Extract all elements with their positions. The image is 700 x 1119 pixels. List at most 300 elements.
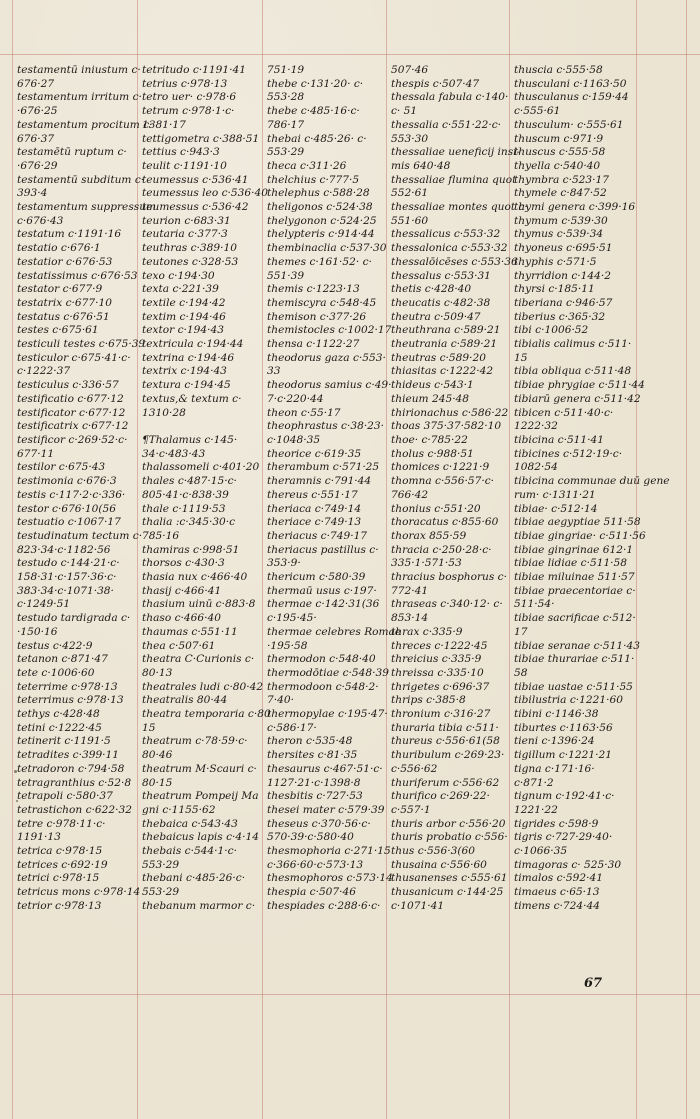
- index-entry: thessalōicēses c·553·36: [391, 255, 518, 268]
- index-entry: theucatis c·482·38: [391, 296, 491, 309]
- index-entry: thelchius c·777·5: [267, 173, 360, 186]
- index-entry: tetre c·978·11·c·: [17, 817, 106, 830]
- index-entry: thracia c·250·28·c·: [391, 543, 492, 556]
- index-entry: thaumas c·551·11: [142, 625, 238, 638]
- index-entry: 58: [514, 666, 528, 679]
- index-entry: testator c·677·9: [17, 283, 103, 296]
- index-entry: thermodoon c·548·2·: [267, 680, 379, 693]
- index-entry: thirionachus c·586·22: [391, 406, 509, 419]
- index-entry: thea c·507·61: [142, 639, 216, 652]
- index-entry: thyrridion c·144·2: [514, 269, 611, 282]
- index-entry: testatissimus c·676·53: [17, 269, 138, 282]
- index-entry: thetis c·428·40: [391, 283, 472, 296]
- index-entry: thasij c·466·41: [142, 584, 222, 597]
- index-entry: 17: [514, 625, 528, 638]
- index-entry: thale c·1119·53: [142, 502, 226, 515]
- index-entry: testamentum suppressum: [17, 201, 157, 214]
- index-entry: theriace c·749·13: [267, 516, 362, 529]
- index-entry: thideus c·543·1: [391, 379, 474, 392]
- index-entry: thalassomeli c·401·20: [142, 461, 260, 474]
- index-entry: 552·61: [391, 187, 429, 200]
- index-entry: theuthrana c·589·21: [391, 324, 501, 337]
- index-entry: theatrum M·Scauri c·: [142, 762, 257, 775]
- index-entry: textim c·194·46: [142, 310, 226, 323]
- index-entry: testatrix c·677·10: [17, 296, 112, 309]
- index-entry: tetradites c·399·11: [17, 749, 120, 762]
- index-entry: c·1066·35: [514, 845, 568, 858]
- index-entry: 7·40·: [267, 694, 294, 707]
- index-column-3: [267, 64, 402, 1024]
- index-entry: tholus c·988·51: [391, 447, 474, 460]
- index-entry: thermae c·142·31(36: [267, 598, 380, 611]
- index-entry: tibia obliqua c·511·48: [514, 365, 632, 378]
- index-entry: c·1071·41: [391, 899, 445, 912]
- index-entry: tetricus mons c·978·14: [17, 886, 141, 899]
- index-entry: ·195·58: [267, 639, 308, 652]
- index-entry: c·556·62: [391, 762, 438, 775]
- index-entry: thersites c·81·35: [267, 749, 358, 762]
- index-entry: testamentum procitum c·: [17, 118, 153, 131]
- index-entry: testificor c·269·52·c·: [17, 433, 128, 446]
- index-entry: thusanicum c·144·25: [391, 886, 504, 899]
- index-entry: thebai c·485·26· c·: [267, 132, 367, 145]
- index-entry: testudo c·144·21·c·: [17, 557, 120, 570]
- index-entry: 7·c·220·44: [267, 392, 324, 405]
- index-entry: 751·19: [267, 64, 305, 76]
- index-entry: thusanenses c·555·61: [391, 872, 508, 885]
- index-entry: thyoneus c·695·51: [514, 242, 613, 255]
- index-entry: ·150·16: [17, 625, 58, 638]
- index-entry: testificator c·677·12: [17, 406, 126, 419]
- index-entry: thebanum marmor c·: [142, 899, 256, 912]
- index-entry: testis c·117·2·c·336·: [17, 488, 126, 501]
- index-entry: tethys c·428·48: [17, 708, 100, 721]
- index-entry: thiasitas c·1222·42: [391, 365, 494, 378]
- index-entry: tetini c·1222·45: [17, 721, 102, 734]
- index-column-2: [142, 64, 271, 1024]
- index-entry: mis 640·48: [391, 159, 451, 172]
- index-entry: texta c·221·39: [142, 283, 219, 296]
- index-entry: 393·4: [17, 187, 48, 200]
- index-entry: tetrices c·692·19: [17, 858, 108, 871]
- index-entry: 80·15: [142, 776, 173, 789]
- index-entry: 772·41: [391, 584, 429, 597]
- index-entry: thusculani c·1163·50: [514, 77, 627, 90]
- index-entry: 676·27: [17, 77, 55, 90]
- index-entry: tibicen c·511·40·c·: [514, 406, 614, 419]
- index-entry: testamentum irritum c·: [17, 91, 142, 104]
- index-entry: thuraria tibia c·511·: [391, 721, 499, 734]
- index-entry: textricula c·194·44: [142, 338, 244, 351]
- index-entry: tigillum c·1221·21: [514, 749, 612, 762]
- index-entry: thorax 855·59: [391, 529, 467, 542]
- index-entry: 507·46: [391, 64, 429, 76]
- index-entry: tibiae phrygiae c·511·44: [514, 379, 645, 392]
- index-entry: thuris probatio c·556·: [391, 831, 508, 844]
- index-entry: tibiae aegyptiae 511·58: [514, 516, 641, 529]
- index-entry: 511·54·: [514, 598, 555, 611]
- index-entry: tibiarū genera c·511·42: [514, 392, 641, 405]
- index-entry: thomices c·1221·9: [391, 461, 490, 474]
- index-entry: theatrum Pompeij Ma: [142, 790, 259, 803]
- index-entry: 1127·21·c·1398·8: [267, 776, 361, 789]
- index-entry: thalia :c·345·30·c: [142, 516, 236, 529]
- index-entry: tetrior c·978·13: [17, 899, 102, 912]
- index-entry: thuriferum c·556·62: [391, 776, 500, 789]
- index-entry: thureus c·556·61(58: [391, 735, 500, 748]
- index-entry: thensa c·1122·27: [267, 338, 360, 351]
- index-entry: thebais c·544·1·c·: [142, 845, 237, 858]
- index-entry: testuatio c·1067·17: [17, 516, 121, 529]
- index-entry: textus,& textum c·: [142, 392, 242, 405]
- index-entry: thorsos c·430·3: [142, 557, 225, 570]
- index-entry: thelephus c·588·28: [267, 187, 370, 200]
- index-entry: 1381·17: [142, 118, 186, 131]
- index-entry: 158·31·c·157·36·c·: [17, 571, 117, 584]
- index-entry: thessaliae flumina quot: [391, 173, 517, 186]
- index-entry: themison c·377·26: [267, 310, 367, 323]
- index-entry: testamētū ruptum c·: [17, 146, 127, 159]
- index-entry: 677·11: [17, 447, 55, 460]
- index-entry: theramnis c·791·44: [267, 475, 372, 488]
- index-entry: themis c·1223·13: [267, 283, 360, 296]
- index-entry: tetrum c·978·1·c·: [142, 105, 235, 118]
- index-entry: theca c·311·26: [267, 159, 347, 172]
- index-entry: tibiae gingriae· c·511·56: [514, 529, 646, 542]
- index-entry: tiberiana c·946·57: [514, 296, 613, 309]
- index-entry: testiculor c·675·41·c·: [17, 351, 131, 364]
- index-entry: threicius c·335·9: [391, 653, 482, 666]
- index-entry: testatus c·676·51: [17, 310, 110, 323]
- index-entry: thesbitis c·727·53: [267, 790, 363, 803]
- index-entry: 785·16: [142, 529, 180, 542]
- index-entry: teumessus c·536·42: [142, 201, 249, 214]
- index-entry: thamiras c·998·51: [142, 543, 240, 556]
- index-entry: thessala fabula c·140·: [391, 91, 509, 104]
- index-entry: 1221·22: [514, 803, 558, 816]
- index-entry: thuscia c·555·58: [514, 64, 603, 76]
- index-entry: timagoras c· 525·30: [514, 858, 622, 871]
- index-entry: thessalus c·553·31: [391, 269, 491, 282]
- index-entry: tetrapoli c·580·37: [17, 790, 113, 803]
- index-entry: thyrsi c·185·11: [514, 283, 595, 296]
- index-entry: thesaurus c·467·51·c·: [267, 762, 383, 775]
- index-entry: 553·29: [142, 858, 180, 871]
- index-entry: theon c·55·17: [267, 406, 341, 419]
- index-entry: thelygonon c·524·25: [267, 214, 377, 227]
- index-entry: testificatio c·677·12: [17, 392, 124, 405]
- index-entry: tetrici c·978·15: [17, 872, 100, 885]
- index-entry: 1191·13: [17, 831, 61, 844]
- index-entry: 551·60: [391, 214, 429, 227]
- index-entry: textor c·194·43: [142, 324, 224, 337]
- index-entry: theriacus c·749·17: [267, 529, 368, 542]
- index-entry: thebaica c·543·43: [142, 817, 238, 830]
- index-entry: tibicines c·512·19·c·: [514, 447, 623, 460]
- index-entry: themiscyra c·548·45: [267, 296, 377, 309]
- index-entry: thebe c·131·20· c·: [267, 77, 364, 90]
- index-entry: tetradoron c·794·58: [17, 762, 125, 775]
- index-entry: thrax c·335·9: [391, 625, 463, 638]
- index-entry: 383·34·c·1071·38·: [17, 584, 114, 597]
- index-entry: 553·28: [267, 91, 305, 104]
- index-entry: theophrastus c·38·23·: [267, 420, 385, 433]
- index-entry: c·366·60·c·573·13: [267, 858, 364, 871]
- index-column-1: [17, 64, 157, 1024]
- index-entry: teumessus leo c·536·40: [142, 187, 268, 200]
- index-entry: tibiae miluinae 511·57: [514, 571, 635, 584]
- index-entry: tigrides c·598·9: [514, 817, 599, 830]
- index-entry: thraseas c·340·12· c·: [391, 598, 503, 611]
- index-entry: thusculanus c·159·44: [514, 91, 629, 104]
- index-entry: thermopylae c·195·47·: [267, 708, 388, 721]
- index-entry: thesmophoros c·573·14: [267, 872, 393, 885]
- index-entry: teutones c·328·53: [142, 255, 239, 268]
- index-entry: thales c·487·15·c·: [142, 475, 237, 488]
- index-entry: c·1222·37: [17, 365, 71, 378]
- index-entry: thrips c·385·8: [391, 694, 466, 707]
- index-entry: testimonia c·676·3: [17, 475, 117, 488]
- index-entry: thomna c·556·57·c·: [391, 475, 495, 488]
- index-entry: teterrime c·978·13: [17, 680, 118, 693]
- index-entry: thymele c·847·52: [514, 187, 607, 200]
- index-entry: threces c·1222·45: [391, 639, 488, 652]
- index-entry: theron c·535·48: [267, 735, 353, 748]
- index-entry: testiculi testes c·675·39: [17, 338, 146, 351]
- index-entry: theutra c·509·47: [391, 310, 481, 323]
- index-entry: thrigetes c·696·37: [391, 680, 490, 693]
- index-entry: tibini c·1146·38: [514, 708, 599, 721]
- index-entry: c·586·17·: [267, 721, 317, 734]
- index-entry: 551·39: [267, 269, 305, 282]
- index-entry: thessalonica c·553·32: [391, 242, 508, 255]
- index-entry: tiberius c·365·32: [514, 310, 606, 323]
- index-entry: theodorus samius c·49·: [267, 379, 392, 392]
- index-entry: rum· c·1311·21: [514, 488, 596, 501]
- index-entry: 33: [267, 365, 281, 378]
- index-entry: tetragranthius c·52·8: [17, 776, 132, 789]
- index-entry: c·1249·51: [17, 598, 71, 611]
- index-entry: tibiae gingrinae 612·1: [514, 543, 634, 556]
- index-entry: tibicina communae duū gene: [514, 475, 670, 488]
- index-entry: therambum c·571·25: [267, 461, 380, 474]
- index-entry: tetanon c·871·47: [17, 653, 108, 666]
- index-entry: c·557·1: [391, 803, 431, 816]
- index-entry: thermodon c·548·40: [267, 653, 376, 666]
- index-entry: tettius c·943·3: [142, 146, 220, 159]
- index-entry: ¶Thalamus c·145·: [142, 433, 238, 446]
- index-entry: 570·39·c·580·40: [267, 831, 354, 844]
- index-entry: tibilustria c·1221·60: [514, 694, 623, 707]
- index-entry: 353·9·: [267, 557, 301, 570]
- index-entry: theutrania c·589·21: [391, 338, 498, 351]
- index-entry: thaso c·466·40: [142, 612, 221, 625]
- index-entry: thasia nux c·466·40: [142, 571, 248, 584]
- index-entry: theatra C·Curionis c·: [142, 653, 255, 666]
- index-entry: thesei mater c·579·39: [267, 803, 385, 816]
- index-entry: thonius c·551·20: [391, 502, 481, 515]
- index-entry: 553·30: [391, 132, 429, 145]
- index-entry: teuthras c·389·10: [142, 242, 237, 255]
- page-number: 67: [584, 976, 603, 991]
- index-entry: theriacus pastillus c·: [267, 543, 379, 556]
- index-entry: tieni c·1396·24: [514, 735, 595, 748]
- index-entry: thusaina c·556·60: [391, 858, 487, 871]
- index-entry: tigris c·727·29·40·: [514, 831, 613, 844]
- index-entry: theatrales ludi c·80·42: [142, 680, 264, 693]
- index-entry: testor c·676·10(56: [17, 502, 117, 515]
- index-entry: 823·34·c·1182·56: [17, 543, 111, 556]
- index-entry: thebe c·485·16·c·: [267, 105, 360, 118]
- index-entry: c·676·43: [17, 214, 64, 227]
- index-entry: 15: [142, 721, 156, 734]
- index-entry: theatra temporaria c·80: [142, 708, 271, 721]
- index-entry: thericum c·580·39: [267, 571, 366, 584]
- index-entry: threissa c·335·10: [391, 666, 484, 679]
- index-entry: c·555·61: [514, 105, 561, 118]
- index-entry: tetritudo c·1191·41: [142, 64, 246, 76]
- index-entry: timens c·724·44: [514, 899, 600, 912]
- index-entry: testatior c·676·53: [17, 255, 113, 268]
- index-entry: thymus c·539·34: [514, 228, 604, 241]
- index-entry: thuris arbor c·556·20: [391, 817, 506, 830]
- index-entry: thusculum· c·555·61: [514, 118, 624, 131]
- index-entry: thebaicus lapis c·4·14: [142, 831, 259, 844]
- index-entry: teutaria c·377·3: [142, 228, 228, 241]
- index-entry: textura c·194·45: [142, 379, 231, 392]
- index-entry: thesmophoria c·271·15: [267, 845, 391, 858]
- index-entry: 766·42: [391, 488, 429, 501]
- index-entry: timaeus c·65·13: [514, 886, 600, 899]
- index-entry: 553·29: [142, 886, 180, 899]
- index-entry: 335·1·571·53: [391, 557, 462, 570]
- index-entry: testes c·675·61: [17, 324, 99, 337]
- index-entry: tibiae sacrificae c·512·: [514, 612, 636, 625]
- index-entry: c·1048·35: [267, 433, 321, 446]
- index-entry: testatum c·1191·16: [17, 228, 122, 241]
- index-entry: thessaliae montes quot c·: [391, 201, 528, 214]
- index-entry: 853·14: [391, 612, 429, 625]
- index-entry: testamentū iniustum c·: [17, 64, 141, 76]
- index-entry: thieum 245·48: [391, 392, 470, 405]
- index-entry: thus c·556·3(60: [391, 845, 475, 858]
- index-entry: thessalicus c·553·32: [391, 228, 501, 241]
- index-entry: teulit c·1191·10: [142, 159, 227, 172]
- index-entry: thebani c·485·26·c·: [142, 872, 246, 885]
- index-entry: thuscus c·555·58: [514, 146, 606, 159]
- index-entry: tigna c·171·16·: [514, 762, 595, 775]
- index-entry: tibiae praecentoriae c·: [514, 584, 636, 597]
- index-entry: tibi c·1006·52: [514, 324, 589, 337]
- index-entry: testudo tardigrada c·: [17, 612, 131, 625]
- index-entry: thermaū usus c·197·: [267, 584, 377, 597]
- index-entry: testiculus c·336·57: [17, 379, 119, 392]
- index-entry: [142, 420, 258, 434]
- index-entry: tetrica c·978·15: [17, 845, 103, 858]
- index-entry: thyphis c·571·5: [514, 255, 597, 268]
- index-entry: tibicina c·511·41: [514, 433, 605, 446]
- index-entry: tibialis calimus c·511·: [514, 338, 632, 351]
- index-entry: thasium uinū c·883·8: [142, 598, 256, 611]
- index-entry: 786·17: [267, 118, 305, 131]
- index-entry: testudinatum tectum c·: [17, 529, 143, 542]
- index-entry: tetrius c·978·13: [142, 77, 228, 90]
- index-entry: theutras c·589·20: [391, 351, 486, 364]
- index-entry: thessalia c·551·22·c·: [391, 118, 502, 131]
- index-entry: tetro uer· c·978·6: [142, 91, 237, 104]
- index-entry: testificatrix c·677·12: [17, 420, 129, 433]
- index-entry: themes c·161·52· c·: [267, 255, 372, 268]
- index-entry: c· 51: [391, 105, 418, 118]
- index-entry: gni c·1155·62: [142, 803, 216, 816]
- index-entry: tettigometra c·388·51: [142, 132, 260, 145]
- index-entry: 805·41·c·838·39: [142, 488, 229, 501]
- index-entry: tignum c·192·41·c·: [514, 790, 615, 803]
- index-entry: thespis c·507·47: [391, 77, 480, 90]
- index-entry: thoracatus c·855·60: [391, 516, 499, 529]
- index-entry: thymum c·539·30: [514, 214, 608, 227]
- index-entry: textrina c·194·46: [142, 351, 235, 364]
- index-entry: testilor c·675·43: [17, 461, 106, 474]
- index-entry: thuscum c·971·9: [514, 132, 604, 145]
- index-entry: ·676·29: [17, 159, 58, 172]
- index-entry: themistocles c·1002·17: [267, 324, 392, 337]
- index-entry: thereus c·551·17: [267, 488, 358, 501]
- index-entry: theatrum c·78·59·c·: [142, 735, 248, 748]
- index-entry: ·676·25: [17, 105, 58, 118]
- index-entry: thembinaclia c·537·30: [267, 242, 387, 255]
- index-entry: c·195·45·: [267, 612, 317, 625]
- index-entry: textile c·194·42: [142, 296, 226, 309]
- index-entry: thracius bosphorus c·: [391, 571, 507, 584]
- index-entry: tibiae lidiae c·511·58: [514, 557, 628, 570]
- index-entry: thurifico c·269·22·: [391, 790, 490, 803]
- index-entry: 1310·28: [142, 406, 186, 419]
- index-entry: thuribulum c·269·23·: [391, 749, 505, 762]
- index-entry: theodorus gaza c·553·: [267, 351, 386, 364]
- index-entry: theriaca c·749·14: [267, 502, 362, 515]
- index-entry: testamentū subditum c·: [17, 173, 145, 186]
- index-entry: thermae celebres Romae: [267, 625, 402, 638]
- index-entry: thoe· c·785·22: [391, 433, 468, 446]
- index-entry: testatio c·676·1: [17, 242, 101, 255]
- index-entry: 1222·32: [514, 420, 558, 433]
- index-entry: thymi genera c·399·16: [514, 201, 636, 214]
- index-entry: thermodōtiae c·548·39: [267, 666, 389, 679]
- index-column-5: [514, 64, 670, 1024]
- index-entry: tetinerit c·1191·5: [17, 735, 111, 748]
- index-entry: testus c·422·9: [17, 639, 93, 652]
- index-entry: thronium c·316·27: [391, 708, 491, 721]
- index-entry: textrix c·194·43: [142, 365, 227, 378]
- index-entry: theatralis 80·44: [142, 694, 228, 707]
- index-entry: theseus c·370·56·c·: [267, 817, 371, 830]
- index-entry: texo c·194·30: [142, 269, 215, 282]
- index-entry: tibiae seranae c·511·43: [514, 639, 640, 652]
- index-entry: 80·13: [142, 666, 173, 679]
- index-entry: teumessus c·536·41: [142, 173, 249, 186]
- index-entry: tetrastichon c·622·32: [17, 803, 132, 816]
- index-entry: tete c·1006·60: [17, 666, 95, 679]
- index-entry: theligonos c·524·38: [267, 201, 373, 214]
- index-entry: tiburtes c·1163·56: [514, 721, 613, 734]
- index-entry: thelypteris c·914·44: [267, 228, 375, 241]
- index-entry: 34·c·483·43: [142, 447, 206, 460]
- index-entry: theorice c·619·35: [267, 447, 362, 460]
- index-entry: tibiae thurariae c·511·: [514, 653, 635, 666]
- index-entry: tibiae uastae c·511·55: [514, 680, 633, 693]
- index-entry: c·871·2: [514, 776, 554, 789]
